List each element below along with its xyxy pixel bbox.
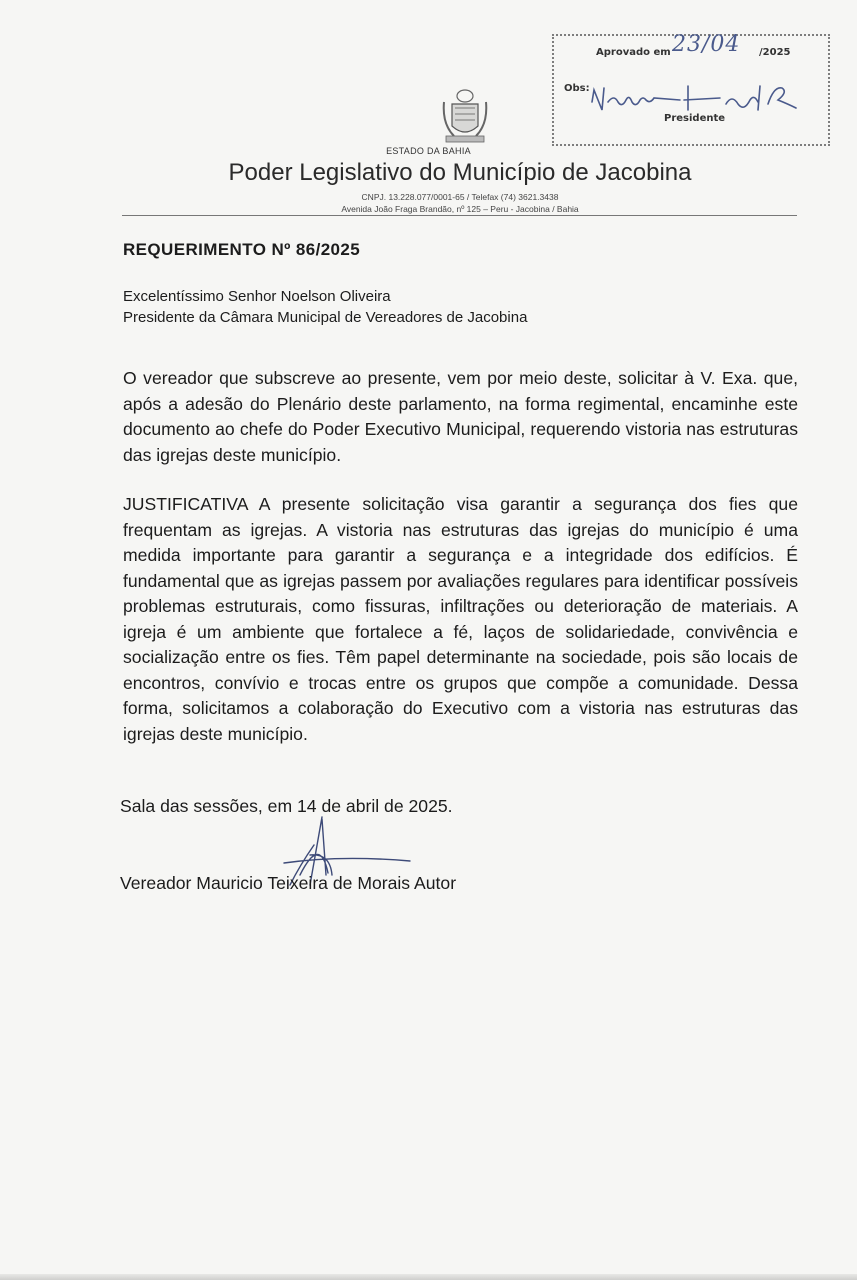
request-paragraph: O vereador que subscreve ao presente, vem por meio deste, solicitar à V. Exa. que, após a adesão do Plenário deste parlamento, na forma regimental, encaminhe este documento ao chefe do Poder Executivo Municipal, requerendo vistoria nas estruturas das igrejas deste município. <box>123 368 798 465</box>
addressee-title: Presidente da Câmara Municipal de Vereadores de Jacobina <box>123 309 528 326</box>
obs-label: Obs: <box>564 83 590 94</box>
institution-title: Poder Legislativo do Município de Jacobina <box>228 159 692 186</box>
year-label: /2025 <box>759 47 791 58</box>
address-line: Avenida João Fraga Brandão, nº 125 – Peru - Jacobina / Bahia <box>341 204 579 214</box>
president-label: Presidente <box>664 113 726 124</box>
author-line: Vereador Mauricio Teixeira de Morais Autor <box>120 873 457 893</box>
cnpj-line: CNPJ. 13.228.077/0001-65 / Telefax (74) 3621.3438 <box>361 192 559 202</box>
addressee-name: Excelentíssimo Senhor Noelson Oliveira <box>123 288 391 305</box>
municipal-crest-icon <box>440 84 490 146</box>
justification-paragraph: JUSTIFICATIVA A presente solicitação visa garantir a segurança dos fies que frequentam as igrejas. A vistoria nas estruturas das igrejas do município é uma medida importante para garantir a segurança e a integridade dos edifícios. É fundamental que as igrejas passem por avaliações regulares para identificar possíveis problemas estruturais, como fissuras, infiltrações ou deterioração de materiais. A igreja é um ambiente que fortalece a fé, laços de solidariedade, convivência e socialização entre os fies. Têm papel determinante na sociedade, pois são locais de encontros, convívio e trocas entre os grupos que compõe a comunidade. Dessa forma, solicitamos a colaboração do Executivo com a vistoria nas estruturas das igrejas deste município. <box>123 494 798 744</box>
approval-stamp <box>552 34 830 146</box>
closing-line: Sala das sessões, em 14 de abril de 2025. <box>120 796 453 816</box>
header-divider <box>122 215 797 216</box>
page-edge <box>0 1274 857 1280</box>
approved-label: Aprovado em <box>596 47 671 58</box>
state-label: ESTADO DA BAHIA <box>386 146 471 156</box>
handwritten-date: 23/04 <box>672 32 741 57</box>
requirement-number: REQUERIMENTO Nº 86/2025 <box>123 240 361 259</box>
